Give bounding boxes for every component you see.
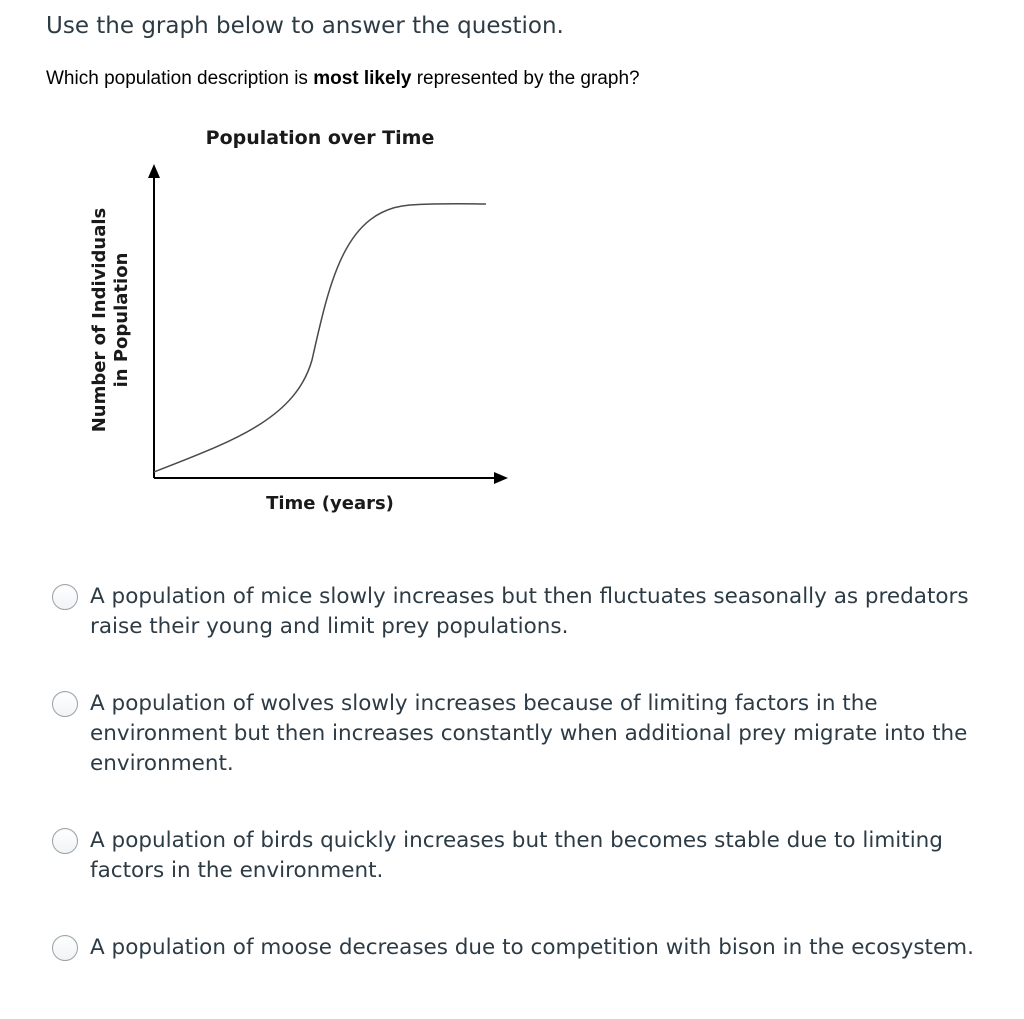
population-curve (154, 204, 486, 472)
radio-button[interactable] (52, 691, 78, 717)
x-axis-arrow-icon (494, 472, 508, 484)
y-axis-label-line2: in Population (111, 252, 132, 388)
radio-button[interactable] (52, 935, 78, 961)
answer-option-3[interactable] (52, 826, 1018, 886)
x-axis-label: Time (years) (266, 493, 394, 514)
graph-title: Population over Time (205, 127, 435, 149)
answer-option-label: A population of birds quickly increases but then becomes stable due to limiting factors in the environment. (90, 828, 943, 883)
question-text (46, 66, 640, 92)
answer-option-2[interactable] (52, 689, 1018, 779)
radio-button[interactable] (52, 584, 78, 610)
question-emphasis: most likely (313, 68, 412, 89)
answer-option-4[interactable] (52, 933, 1018, 963)
answer-option-label: A population of moose decreases due to competition with bison in the ecosystem. (90, 935, 974, 960)
question-prefix: Which population description is (46, 68, 314, 89)
answer-option-label: A population of wolves slowly increases because of limiting factors in the environment but then increases constantly when additional prey migrate into the environment. (90, 691, 968, 776)
y-axis-label-line1: Number of Individuals (89, 207, 110, 433)
y-axis-arrow-icon (148, 164, 160, 178)
radio-button[interactable] (52, 828, 78, 854)
instruction-text: Use the graph below to answer the question. (46, 13, 564, 39)
population-graph (80, 120, 530, 520)
question-suffix: represented by the graph? (411, 68, 640, 89)
answer-option-label: A population of mice slowly increases but then fluctuates seasonally as predators raise their young and limit prey populations. (90, 584, 969, 639)
answer-option-1[interactable] (52, 582, 1018, 642)
